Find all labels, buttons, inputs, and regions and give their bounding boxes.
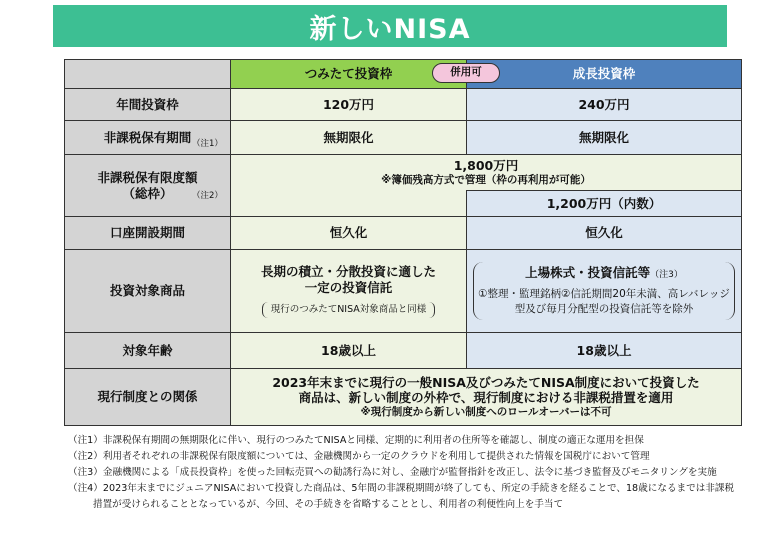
period-tsumitate: 無期限化 xyxy=(231,121,467,155)
header-seichou: 成長投資枠 xyxy=(467,60,742,89)
products-tsumitate-note: 現行のつみたてNISA対象商品と同様 xyxy=(262,302,436,318)
table-row xyxy=(65,333,742,369)
products-seichou-bracket xyxy=(473,262,735,320)
row-label-products: 投資対象商品 xyxy=(65,250,231,333)
footnotes xyxy=(68,433,748,513)
products-seichou-desc-line2: 型及び毎月分配型の投資信託等を除外 xyxy=(514,303,694,316)
footnote-3: （注3）金融機関による「成長投資枠」を使った回転売買への勧誘行為に対し、金融庁が監督指針を改正し、法令に基づき監督及びモニタリングを実施 xyxy=(68,467,717,478)
age-seichou: 18歳以上 xyxy=(467,333,742,369)
row-label-annual: 年間投資枠 xyxy=(65,89,231,121)
products-tsumitate-line1: 長期の積立・分散投資に適した xyxy=(260,263,436,279)
row-label-relation: 現行制度との関係 xyxy=(65,369,231,426)
header-tsumitate xyxy=(231,60,482,89)
relation-content xyxy=(231,369,742,426)
table-row xyxy=(65,369,742,426)
header-row xyxy=(65,60,742,89)
products-tsumitate xyxy=(231,250,467,333)
relation-line2: 商品は、新しい制度の外枠で、現行制度における非課税措置を適用 xyxy=(298,390,674,406)
footnote-4-continued: 措置が受けられることとなっているが、今回、その手続きを省略することとし、利用者の利便性向上を手当て xyxy=(93,499,564,510)
limit-tsumitate-empty xyxy=(231,191,467,217)
header-corner-cell xyxy=(65,60,231,89)
account-seichou: 恒久化 xyxy=(467,217,742,250)
relation-line1: 2023年末までに現行の一般NISA及びつみたてNISA制度において投資した xyxy=(272,374,700,390)
relation-line3: ※現行制度から新しい制度へのロールオーバーは不可 xyxy=(360,406,612,419)
row-label-limit-sub: （総枠） xyxy=(122,185,173,201)
limit-method: ※簿価残高方式で管理（枠の再利用が可能） xyxy=(381,173,591,186)
limit-total xyxy=(231,155,742,191)
row-label-age: 対象年齢 xyxy=(65,333,231,369)
row-label-period-text: 非課税保有期間 xyxy=(103,129,192,145)
table-row xyxy=(65,89,742,121)
row-label-period xyxy=(65,121,231,155)
limit-total-amount: 1,800万円 xyxy=(453,158,519,174)
products-tsumitate-line2: 一定の投資信託 xyxy=(304,279,393,295)
page-title: 新しいNISA xyxy=(53,5,727,47)
footnote-2: （注2）利用者それぞれの非課税保有限度額については、金融機関から一定のクラウドを利用して提供された情報を国税庁において管理 xyxy=(68,451,650,462)
products-seichou-title: 上場株式・投資信託等 xyxy=(525,265,651,281)
heiyou-badge: 併用可 xyxy=(432,63,500,83)
table-row xyxy=(65,121,742,155)
header-tsumitate-label: つみたて投資枠 xyxy=(304,66,393,82)
table-row xyxy=(65,250,742,333)
products-seichou-desc-line1: ①整理・監理銘柄②信託期間20年未満、高レバレッジ xyxy=(478,288,730,301)
footnote-1: （注1）非課税保有期間の無期限化に伴い、現行のつみたてNISAと同様、定期的に利用者の住所等を確認し、制度の適正な運用を担保 xyxy=(68,435,644,446)
products-seichou xyxy=(467,250,742,333)
account-tsumitate: 恒久化 xyxy=(231,217,467,250)
table-row xyxy=(65,217,742,250)
note-3-marker: （注3） xyxy=(650,270,683,281)
table-row xyxy=(65,155,742,191)
products-seichou-desc xyxy=(478,287,730,316)
annual-seichou: 240万円 xyxy=(467,89,742,121)
annual-tsumitate: 120万円 xyxy=(231,89,467,121)
limit-seichou: 1,200万円（内数） xyxy=(467,191,742,217)
nisa-comparison-table xyxy=(64,59,742,426)
row-label-account: 口座開設期間 xyxy=(65,217,231,250)
row-label-limit xyxy=(65,155,231,217)
footnote-4: （注4）2023年末までにジュニアNISAにおいて投資した商品は、5年間の非課税期間が終了しても、所定の手続きを経ることで、18歳になるまでは非課税 xyxy=(68,483,735,494)
row-label-limit-text: 非課税保有限度額 xyxy=(97,169,198,185)
note-1-marker: （注1） xyxy=(192,139,223,149)
note-2-marker: （注2） xyxy=(192,191,223,201)
age-tsumitate: 18歳以上 xyxy=(231,333,467,369)
period-seichou: 無期限化 xyxy=(467,121,742,155)
products-seichou-title-wrap xyxy=(478,265,730,281)
